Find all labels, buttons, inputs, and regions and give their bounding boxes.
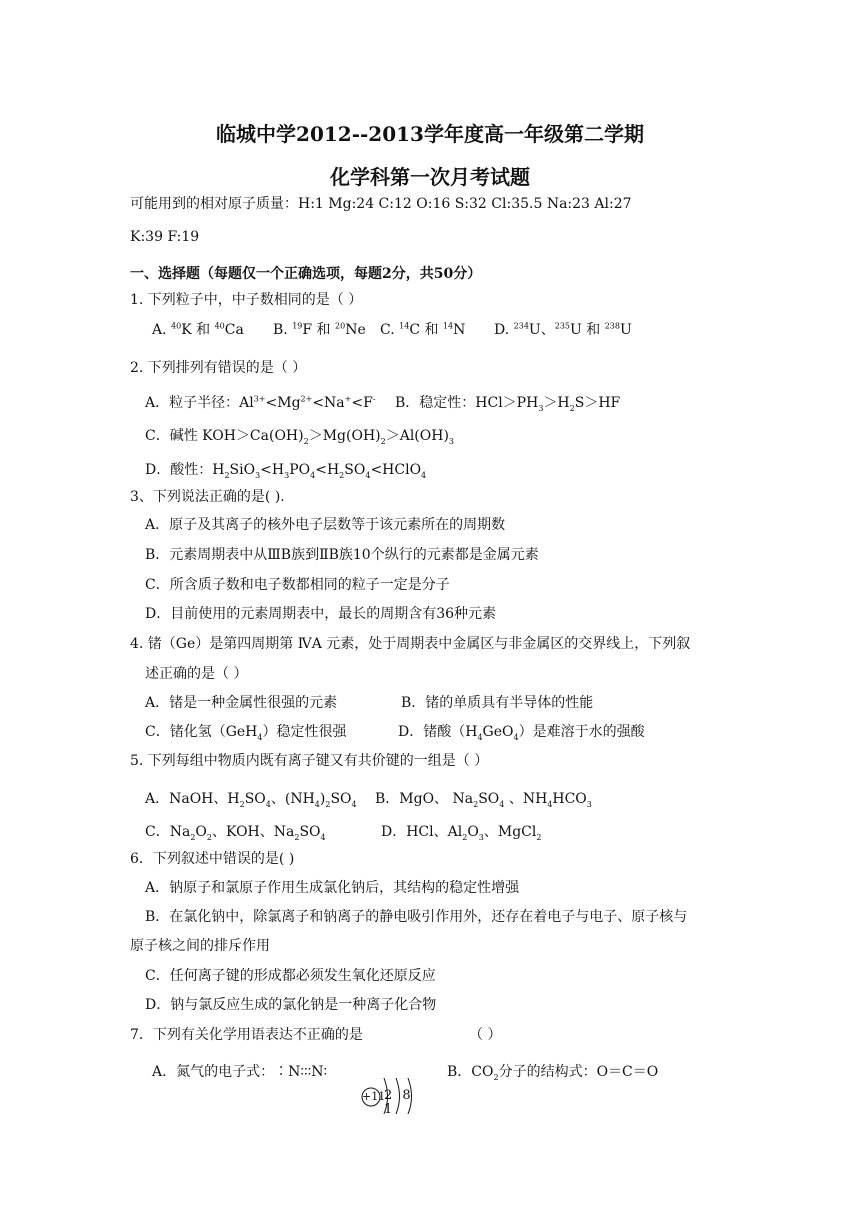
- question-5-option-d: D．HCl、$Al_2O_3$、MgCl$_2$: [381, 824, 542, 842]
- question-6-option-a: A．钠原子和氯原子作用生成氯化钠后，其结构的稳定性增强: [145, 880, 520, 896]
- electron-shell-counts: 2 8 1: [384, 1088, 414, 1117]
- atomic-masses-line2: K:39 F:19: [130, 229, 200, 245]
- question-2-option-d: D．酸性：$H_2SiO_3<H_3PO_4<H_2SO_4<HClO_4$: [145, 462, 427, 480]
- question-6-stem: 6．下列叙述中错误的是( ): [130, 851, 295, 867]
- question-1-option-a: A. $^{40}$K 和 $^{40}$Ca: [152, 321, 244, 338]
- question-6-option-c: C．任何离子键的形成都必须发生氧化还原反应: [145, 968, 436, 984]
- section-heading-choice: 一、选择题（每题仅一个正确选项，每题2分，共50分）: [130, 266, 482, 282]
- question-2-option-a: A．粒子半径：$Al^{3+}<Mg^{2+}<Na^+<F^-$: [145, 394, 376, 411]
- question-1-option-b: B. $^{19}$F 和 $^{20}$Ne: [273, 321, 366, 338]
- question-7-stem: 7．下列有关化学用语表达不正确的是: [130, 1027, 363, 1043]
- exam-title-line1: 临城中学2012--2013学年度高一年级第二学期: [216, 122, 644, 146]
- question-6-option-d: D．钠与氯反应生成的氯化钠是一种离子化合物: [145, 997, 437, 1013]
- question-2-option-c: C．碱性 $KOH>Ca(OH)_2>Mg(OH)_2>Al(OH)_3$: [145, 428, 455, 446]
- question-4-option-c: C．锗化氢（GeH$_4$）稳定性很强: [145, 724, 347, 742]
- question-7-option-b: B．$CO_2$分子的结构式：O＝C＝O: [447, 1064, 659, 1082]
- question-1-stem: 1. 下列粒子中，中子数相同的是（ ）: [130, 292, 363, 308]
- question-1-option-d: D. $^{234}$U、$^{235}$U 和 $^{238}$U: [494, 321, 632, 338]
- question-7-answer-paren: （ ）: [469, 1027, 502, 1043]
- nucleus-charge: +11: [362, 1090, 386, 1103]
- question-4-option-d: D．锗酸$(H_4GeO_4)$是难溶于水的强酸: [398, 724, 645, 742]
- question-5-option-a: A．NaOH、$H_2SO_4$、$(NH_4)_2SO_4$: [145, 791, 357, 809]
- question-3-option-c: C．所含质子数和电子数都相同的粒子一定是分子: [145, 577, 450, 593]
- atomic-masses-line1: 可能用到的相对原子质量：H:1 Mg:24 C:12 O:16 S:32 Cl:35.5 Na:23 Al:27: [130, 196, 632, 212]
- question-3-option-b: B．元素周期表中从ⅢB族到ⅡB族10个纵行的元素都是金属元素: [145, 547, 539, 563]
- question-2-option-b: B．稳定性：$HCl>PH_3>H_2S>HF$: [395, 395, 621, 413]
- question-4-stem-line2: 述正确的是（ ）: [145, 666, 248, 682]
- question-1-option-c: C. $^{14}$C 和 $^{14}$N: [380, 321, 466, 338]
- question-4-stem-line1: 4. 锗（Ge）是第四周期第 ⅣA 元素，处于周期表中金属区与非金属区的交界线上，下列叙: [130, 636, 691, 652]
- question-5-stem: 5. 下列每组中物质内既有离子键又有共价键的一组是（ ）: [130, 753, 489, 769]
- question-3-option-d: D．目前使用的元素周期表中，最长的周期含有36种元素: [145, 606, 497, 622]
- question-4-option-b: B．锗的单质具有半导体的性能: [401, 695, 594, 711]
- question-5-option-c: C．$Na_2O_2$、KOH、$Na_2SO_4$: [145, 824, 326, 842]
- question-7-option-a: A．氮气的电子式：∶N∶∶∶N∶: [152, 1064, 328, 1080]
- question-6-option-b-line2: 原子核之间的排斥作用: [130, 938, 270, 954]
- question-4-option-a: A．锗是一种金属性很强的元素: [145, 695, 338, 711]
- question-5-option-b: B．MgO、 $Na_2SO_4$ 、$NH_4HCO_3$: [375, 791, 592, 809]
- question-3-option-a: A．原子及其离子的核外电子层数等于该元素所在的周期数: [145, 517, 506, 533]
- sodium-atom-structure-diagram: [358, 1070, 422, 1117]
- exam-title-line2: 化学科第一次月考试题: [330, 165, 530, 189]
- question-6-option-b-line1: B．在氯化钠中，除氯离子和钠离子的静电吸引作用外，还存在着电子与电子、原子核与: [145, 909, 688, 925]
- question-3-stem: 3、下列说法正确的是( ).: [130, 489, 285, 505]
- question-2-stem: 2. 下列排列有错误的是（ ）: [130, 360, 307, 376]
